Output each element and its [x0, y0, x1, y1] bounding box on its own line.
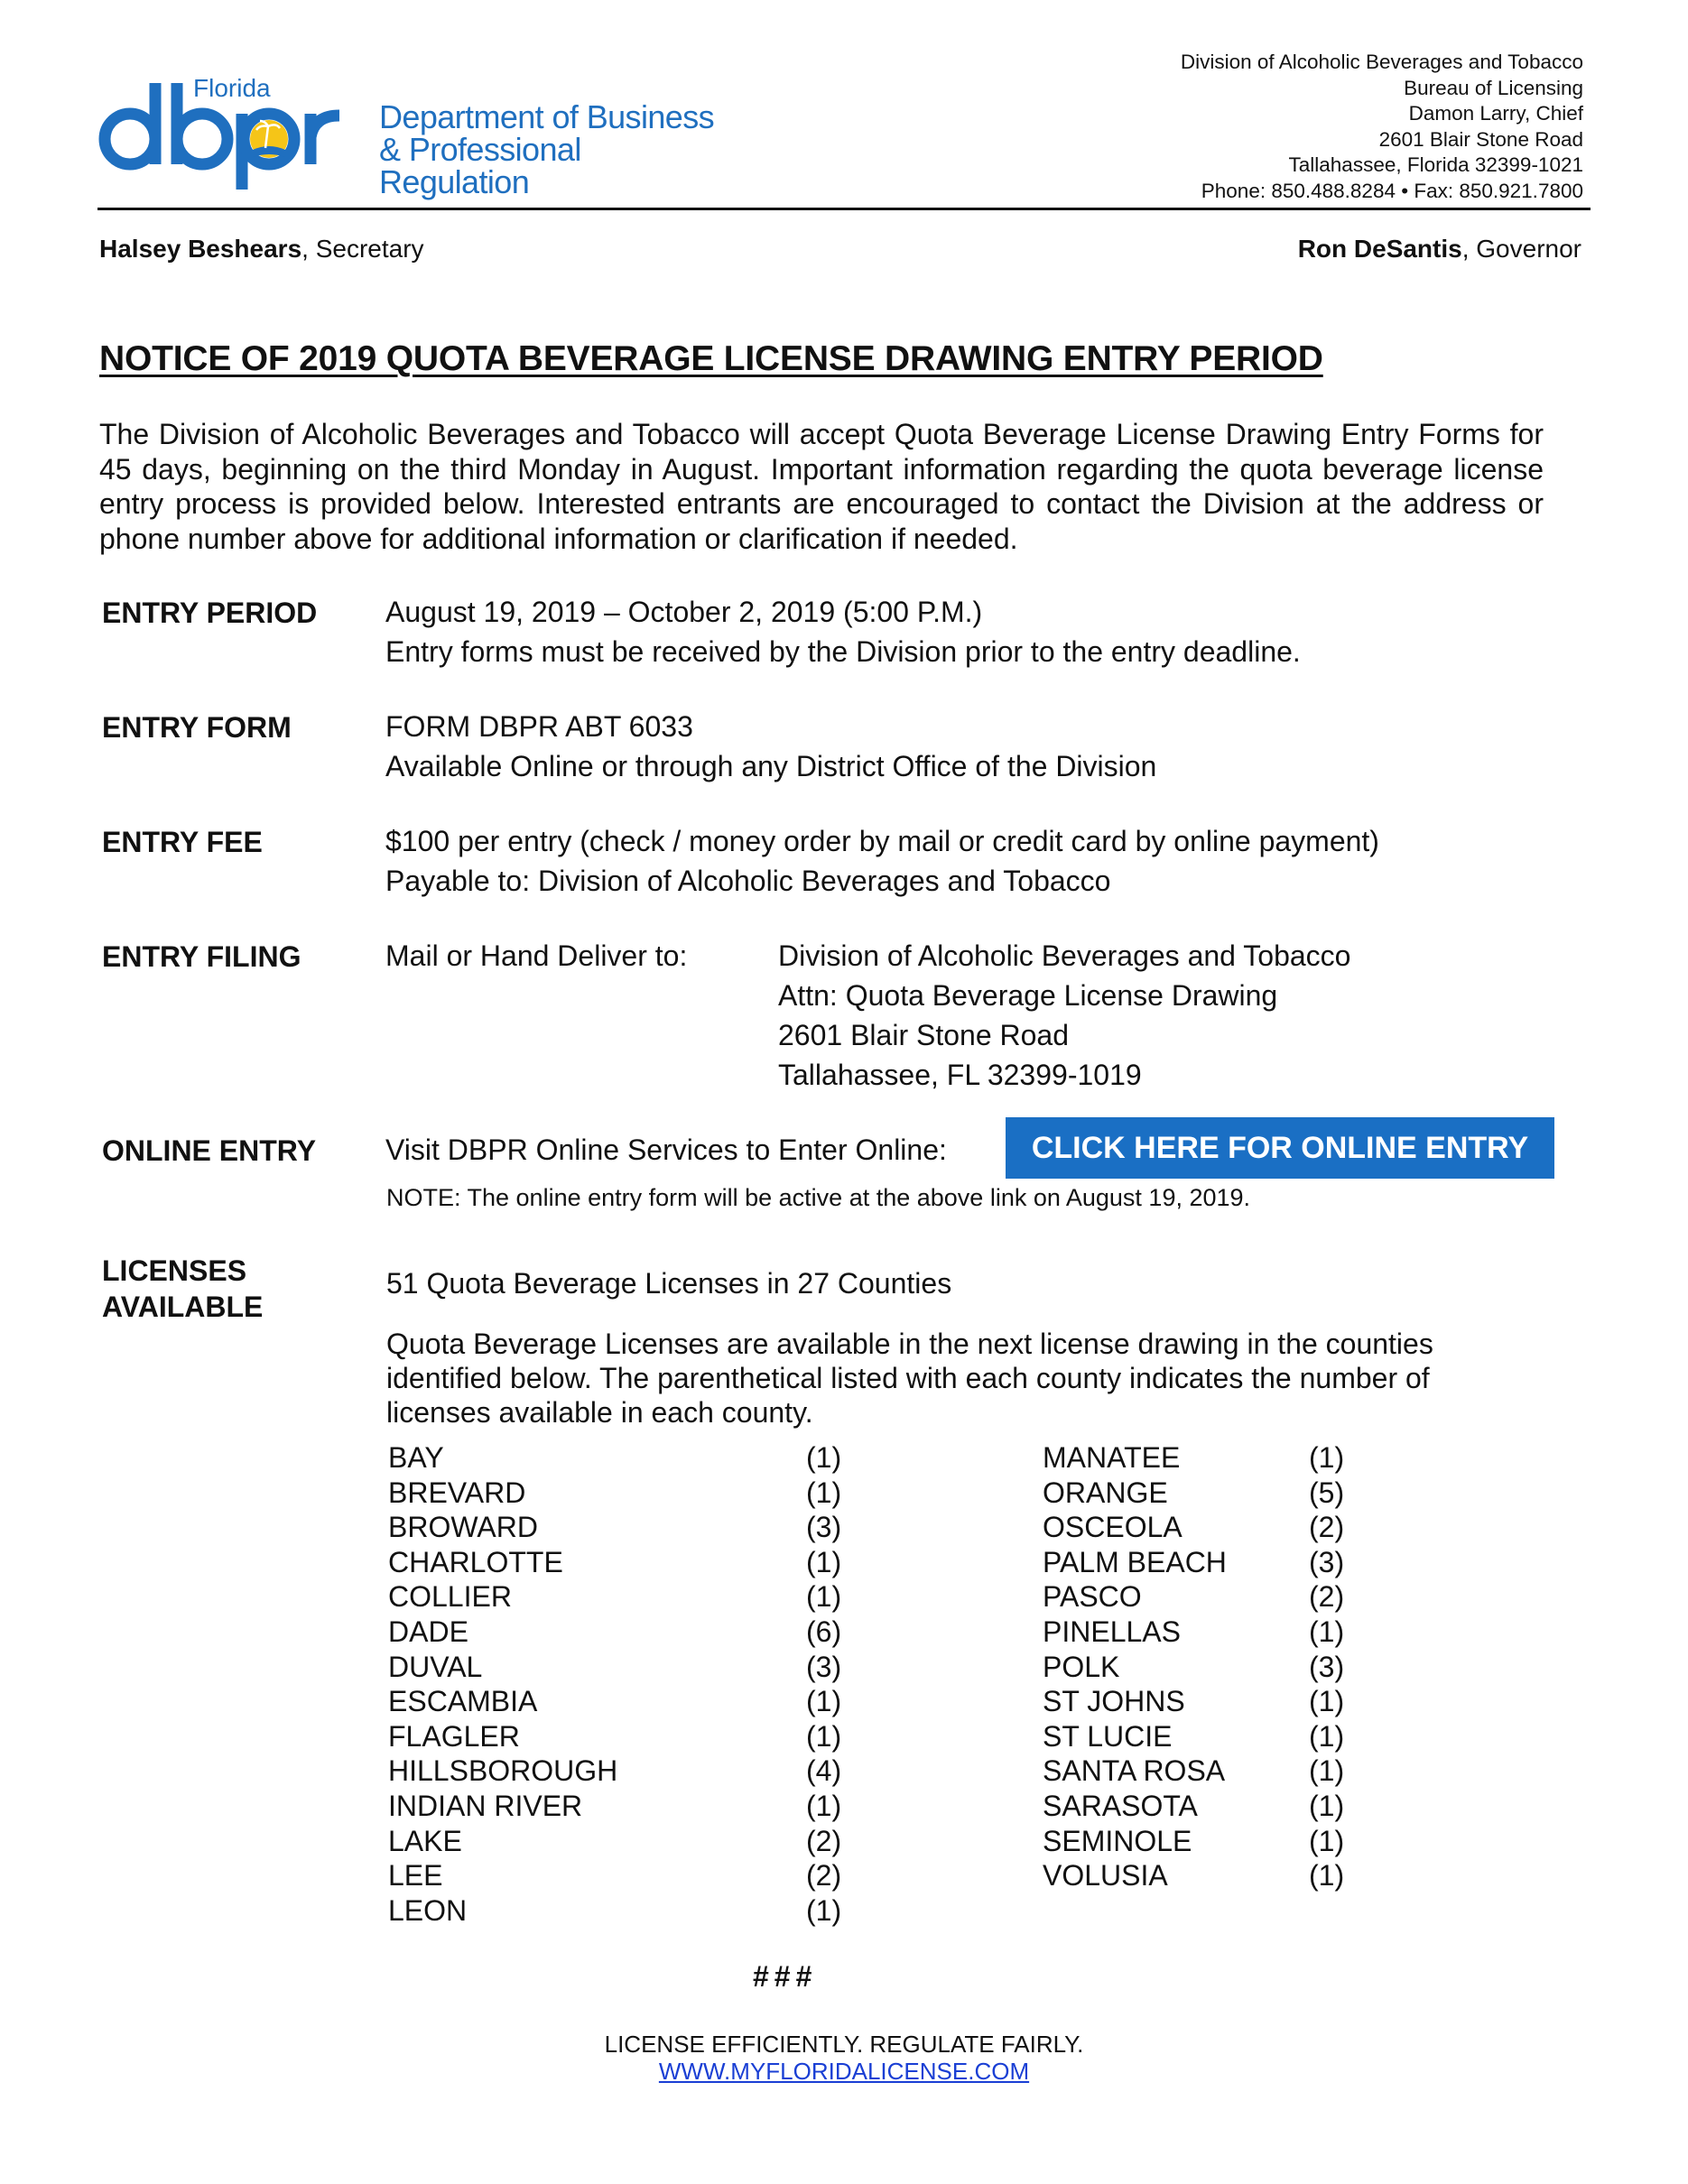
county-name: COLLIER [388, 1580, 512, 1614]
county-license-count: (1) [1309, 1824, 1345, 1857]
county-license-count: (2) [806, 1824, 842, 1857]
county-name: SARASOTA [1043, 1789, 1198, 1822]
county-license-count: (1) [806, 1719, 842, 1753]
contact-city: Tallahassee, Florida 32399-1021 [1288, 153, 1583, 176]
county-name: ESCAMBIA [388, 1685, 538, 1718]
entry-filing-lead: Mail or Hand Deliver to: [385, 939, 688, 972]
entry-form-values [385, 707, 1156, 786]
county-name: LEON [388, 1893, 468, 1927]
county-name: SANTA ROSA [1043, 1754, 1226, 1788]
entry-form-availability: Available Online or through any District Office of the Division [385, 750, 1157, 782]
county-name: DADE [388, 1615, 468, 1648]
county-name: LEE [388, 1859, 443, 1892]
contact-bureau: Bureau of Licensing [1404, 76, 1583, 99]
county-license-count: (6) [806, 1615, 842, 1648]
county-name: MANATEE [1043, 1441, 1181, 1474]
county-name: ST LUCIE [1043, 1719, 1173, 1753]
entry-fee-payable: Payable to: Division of Alcoholic Beverages and Tobacco [385, 865, 1111, 897]
county-license-count: (5) [1309, 1476, 1345, 1509]
entry-fee-amount: $100 per entry (check / money order by mail or credit card by online payment) [385, 825, 1379, 857]
header-divider [97, 208, 1591, 210]
footer-website [0, 2058, 1688, 2086]
county-name: CHARLOTTE [388, 1545, 563, 1578]
county-license-count: (2) [1309, 1580, 1345, 1614]
logo-dept-line2: & Professional Regulation [379, 131, 581, 200]
county-name: PINELLAS [1043, 1615, 1181, 1648]
secretary-title: , Secretary [301, 235, 424, 263]
county-counts-left [806, 1440, 841, 1928]
notice-title: NOTICE OF 2019 QUOTA BEVERAGE LICENSE DRAWING ENTRY PERIOD [99, 339, 1323, 378]
county-license-count: (1) [806, 1441, 842, 1474]
county-license-count: (3) [1309, 1545, 1345, 1578]
logo-florida-text: Florida [193, 74, 271, 102]
governor-line [1298, 235, 1581, 264]
county-license-count: (1) [806, 1476, 842, 1509]
entry-period-dates: August 19, 2019 – October 2, 2019 (5:00 P.M.) [385, 596, 983, 628]
county-license-count: (1) [1309, 1789, 1345, 1822]
county-license-count: (1) [1309, 1719, 1345, 1753]
contact-chief: Damon Larry, Chief [1408, 102, 1583, 125]
online-entry-note: NOTE: The online entry form will be active at the above link on August 19, 2019. [386, 1184, 1251, 1211]
county-license-count: (4) [806, 1754, 842, 1788]
logo-dept-line1: Department of Business [379, 98, 714, 135]
dbpr-logo [97, 74, 729, 200]
online-entry-text: Visit DBPR Online Services to Enter Online: [385, 1134, 947, 1166]
county-name: ORANGE [1043, 1476, 1168, 1509]
county-name: VOLUSIA [1043, 1859, 1168, 1892]
county-name: INDIAN RIVER [388, 1789, 583, 1822]
county-list-right [1043, 1440, 1227, 1893]
governor-title: , Governor [1461, 235, 1581, 263]
county-name: BROWARD [388, 1511, 538, 1544]
entry-period-deadline-note: Entry forms must be received by the Division prior to the entry deadline. [385, 635, 1301, 668]
secretary-name: Halsey Beshears [99, 235, 302, 263]
county-name: POLK [1043, 1650, 1120, 1683]
county-license-count: (1) [806, 1685, 842, 1718]
county-license-count: (1) [1309, 1685, 1345, 1718]
entry-form-label: ENTRY FORM [102, 711, 292, 744]
county-name: SEMINOLE [1043, 1824, 1192, 1857]
entry-form-number: FORM DBPR ABT 6033 [385, 710, 693, 743]
online-entry-button[interactable]: CLICK HERE FOR ONLINE ENTRY [1006, 1117, 1554, 1179]
entry-fee-values [385, 821, 1379, 901]
intro-paragraph: The Division of Alcoholic Beverages and Tobacco will accept Quota Beverage License Drawing Entry Forms for 45 days, beginning on the third Monday in August. Important information regarding the quota beverage license entry process is provided below. Interested entrants are encouraged to contact the Division at the address or phone number above for additional information or clarification if needed. [99, 418, 1544, 555]
dbpr-logo-mark [97, 74, 386, 191]
end-of-notice-mark: ### [753, 1960, 818, 1993]
county-license-count: (1) [1309, 1859, 1345, 1892]
county-license-count: (2) [806, 1859, 842, 1892]
county-name: LAKE [388, 1824, 462, 1857]
county-license-count: (1) [806, 1545, 842, 1578]
county-license-count: (3) [806, 1650, 842, 1683]
county-license-count: (1) [1309, 1441, 1345, 1474]
county-license-count: (2) [1309, 1511, 1345, 1544]
licenses-label-line2: AVAILABLE [102, 1291, 264, 1323]
address-line-3: 2601 Blair Stone Road [778, 1019, 1069, 1051]
secretary-line [99, 235, 424, 264]
governor-name: Ron DeSantis [1297, 235, 1462, 263]
county-name: DUVAL [388, 1650, 483, 1683]
county-name: BREVARD [388, 1476, 526, 1509]
county-name: FLAGLER [388, 1719, 520, 1753]
entry-period-label: ENTRY PERIOD [102, 597, 318, 629]
footer-motto: LICENSE EFFICIENTLY. REGULATE FAIRLY. [604, 2031, 1084, 2058]
county-name: HILLSBOROUGH [388, 1754, 618, 1788]
division-contact-block [1181, 50, 1583, 204]
county-license-count: (1) [1309, 1754, 1345, 1788]
county-name: BAY [388, 1441, 444, 1474]
county-license-count: (1) [1309, 1615, 1345, 1648]
county-name: PALM BEACH [1043, 1545, 1227, 1578]
online-entry-label: ONLINE ENTRY [102, 1134, 317, 1167]
address-line-1: Division of Alcoholic Beverages and Tobacco [778, 939, 1351, 972]
county-name: OSCEOLA [1043, 1511, 1183, 1544]
county-counts-right [1309, 1440, 1344, 1893]
county-name: PASCO [1043, 1580, 1142, 1614]
licenses-description: Quota Beverage Licenses are available in the next license drawing in the counties identified below. The parenthetical listed with each county indicates the number of licenses available in each county. [386, 1328, 1433, 1429]
licenses-available-label [102, 1253, 263, 1325]
entry-fee-label: ENTRY FEE [102, 826, 263, 858]
county-license-count: (3) [806, 1511, 842, 1544]
contact-street: 2601 Blair Stone Road [1378, 127, 1583, 151]
entry-period-values [385, 592, 1301, 671]
address-line-2: Attn: Quota Beverage License Drawing [778, 979, 1278, 1012]
county-license-count: (1) [806, 1893, 842, 1927]
licenses-label-line1: LICENSES [102, 1254, 247, 1287]
county-name: ST JOHNS [1043, 1685, 1185, 1718]
website-link[interactable]: WWW.MYFLORIDALICENSE.COM [658, 2058, 1030, 2085]
contact-phone-fax: Phone: 850.488.8284 • Fax: 850.921.7800 [1201, 179, 1583, 202]
licenses-count: 51 Quota Beverage Licenses in 27 Counties [386, 1267, 952, 1300]
contact-division: Division of Alcoholic Beverages and Tobacco [1180, 51, 1583, 73]
county-license-count: (3) [1309, 1650, 1345, 1683]
county-license-count: (1) [806, 1789, 842, 1822]
county-license-count: (1) [806, 1580, 842, 1614]
entry-filing-address [778, 936, 1350, 1095]
county-list-left [388, 1440, 617, 1928]
address-line-4: Tallahassee, FL 32399-1019 [778, 1059, 1142, 1091]
entry-filing-label: ENTRY FILING [102, 940, 301, 973]
